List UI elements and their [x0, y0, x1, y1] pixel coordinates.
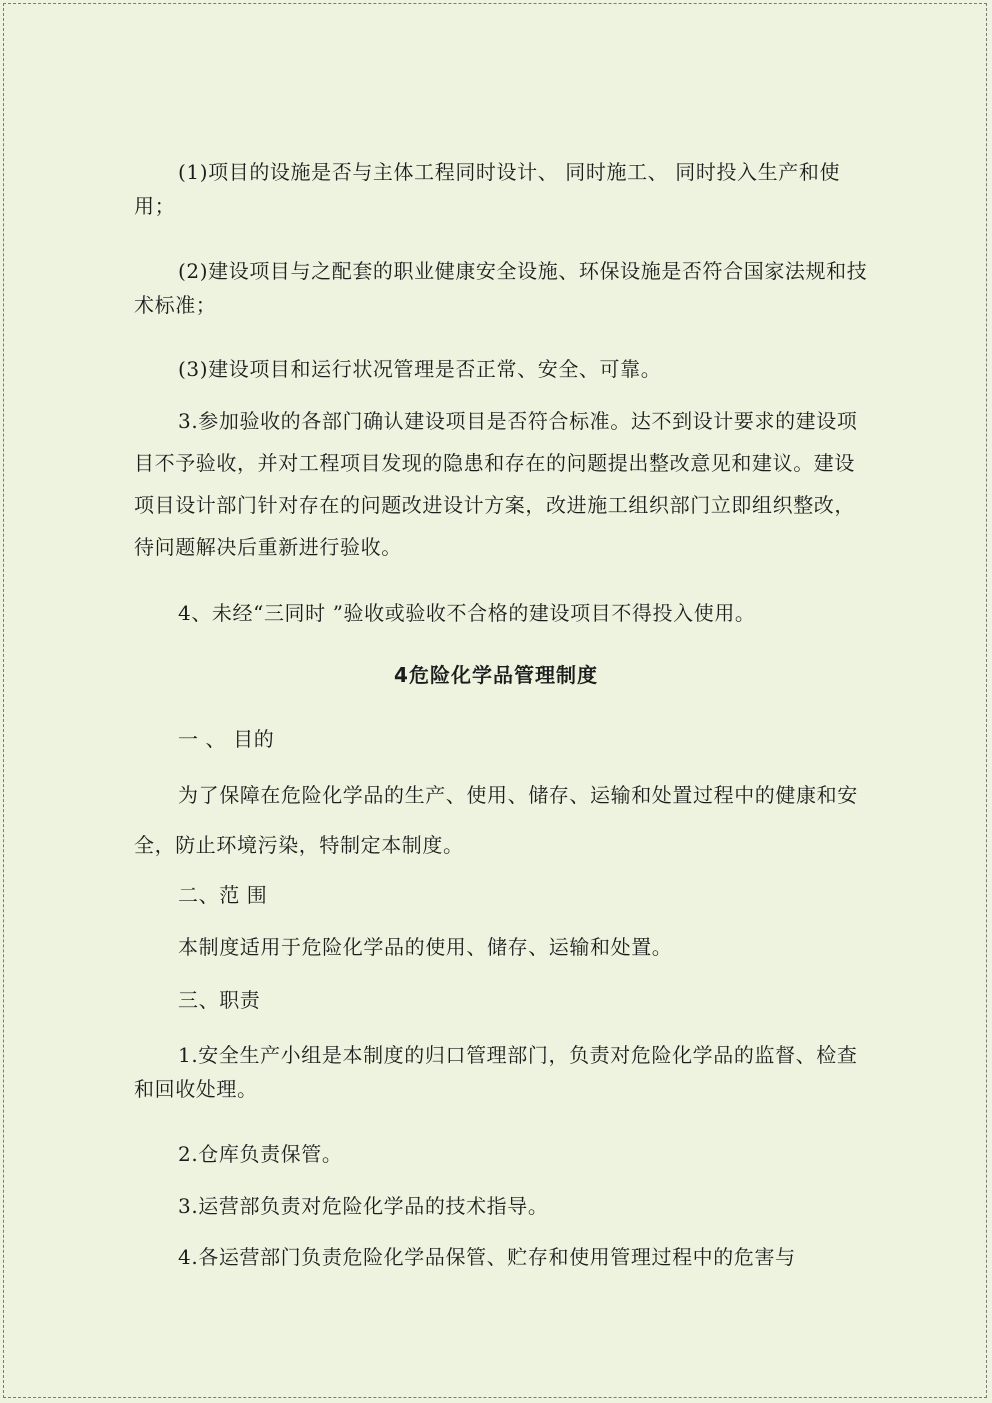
heading-duties: 三、职责 [178, 988, 261, 1012]
section-title: 4危险化学品管理制度 [394, 663, 598, 687]
paragraph-acceptance: 3.参加验收的各部门确认建设项目是否符合标准。达不到设计要求的建设项目不予验收，并对工程项目发现的隐患和存在的问题提出整改意见和建议。建设项目设计部门针对存在的问题改进设计方案，改进施工组织部门立即组织整改，待问题解决后重新进行验收。 [134, 409, 858, 559]
heading-scope: 二、范 围 [178, 883, 268, 907]
heading-purpose: 一 、 目的 [178, 727, 275, 751]
duty-4: 4.各运营部门负责危险化学品保管、贮存和使用管理过程中的危害与 [178, 1245, 796, 1269]
paragraph-scope: 本制度适用于危险化学品的使用、储存、运输和处置。 [178, 935, 673, 959]
clause-1: (1)项目的设施是否与主体工程同时设计、 同时施工、 同时投入生产和使用； [134, 160, 841, 218]
paragraph-purpose: 为了保障在危险化学品的生产、使用、储存、运输和处置过程中的健康和安全，防止环境污染，特制定本制度。 [134, 783, 858, 857]
duty-3: 3.运营部负责对危险化学品的技术指导。 [178, 1194, 549, 1218]
paragraph-no-use: 4、未经“三同时 ”验收或验收不合格的建设项目不得投入使用。 [178, 601, 756, 625]
duty-1: 1.安全生产小组是本制度的归口管理部门，负责对危险化学品的监督、检查和回收处理。 [134, 1043, 858, 1101]
duty-2: 2.仓库负责保管。 [178, 1142, 343, 1166]
clause-2: (2)建设项目与之配套的职业健康安全设施、环保设施是否符合国家法规和技术标准； [134, 259, 868, 317]
clause-3: (3)建设项目和运行状况管理是否正常、安全、可靠。 [178, 357, 662, 381]
